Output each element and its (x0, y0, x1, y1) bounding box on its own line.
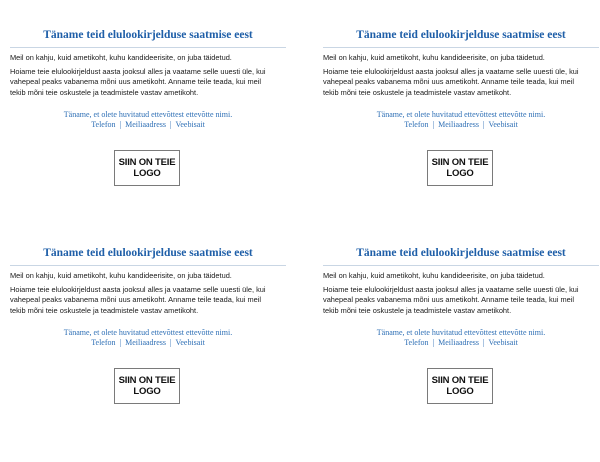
body-line: vahepeal peaks vabanema mõni uus ametikoht. Anname teile teada, kui meil (10, 295, 262, 305)
phone-label: Telefon (91, 337, 116, 347)
title-divider (323, 47, 599, 48)
logo-text-line: SIIN ON TEIE (431, 375, 489, 386)
logo-placeholder (427, 368, 493, 404)
card-title: Täname teid elulookirjelduse saatmise eest (43, 247, 253, 259)
email-label: Meiliaadress (438, 337, 479, 347)
thanks-line: Täname, et olete huvitatud ettevõttest ettevõtte nimi. (376, 109, 546, 119)
intro-paragraph (10, 53, 286, 63)
intro-paragraph (10, 271, 286, 281)
contact-separator: | (483, 119, 485, 129)
intro-line: Meil on kahju, kuid ametikoht, kuhu kandideerisite, on juba täidetud. (10, 53, 232, 62)
thanks-line: Täname, et olete huvitatud ettevõttest ettevõtte nimi. (376, 327, 546, 337)
thanks-line: Täname, et olete huvitatud ettevõttest ettevõtte nimi. (63, 327, 233, 337)
phone-label: Telefon (404, 337, 429, 347)
rejection-card (323, 28, 599, 228)
body-line: vahepeal peaks vabanema mõni uus ametikoht. Anname teile teada, kui meil (10, 77, 262, 87)
contact-separator: | (119, 119, 122, 129)
card-title: Täname teid elulookirjelduse saatmise eest (356, 247, 566, 259)
website-label: Veebisait (175, 337, 205, 347)
phone-label: Telefon (91, 119, 116, 129)
phone-label: Telefon (404, 119, 429, 129)
card-title: Täname teid elulookirjelduse saatmise eest (356, 29, 566, 41)
body-line: Hoiame teie elulookirjeldust aasta jooksul alles ja vaatame selle uuesti üle, kui (10, 285, 266, 295)
logo-text-line: SIIN ON TEIE (118, 375, 176, 386)
intro-paragraph (323, 53, 599, 63)
intro-paragraph (323, 271, 599, 281)
logo-text-line: LOGO (446, 386, 474, 397)
website-label: Veebisait (488, 119, 518, 129)
logo-text-line: LOGO (446, 168, 474, 179)
body-line: vahepeal peaks vabanema mõni uus ametikoht. Anname teile teada, kui meil (323, 295, 575, 305)
logo-text-line: SIIN ON TEIE (118, 157, 176, 168)
contact-separator: | (170, 337, 172, 347)
logo-text-line: LOGO (133, 168, 161, 179)
body-line: tekib mõni teie oskustele ja teadmistele vastav ametikoht. (323, 305, 512, 315)
body-paragraph (323, 285, 599, 316)
logo-placeholder (427, 150, 493, 186)
body-line: tekib mõni teie oskustele ja teadmistele vastav ametikoht. (10, 305, 199, 315)
contact-separator: | (432, 119, 435, 129)
email-label: Meiliaadress (438, 119, 479, 129)
contact-separator: | (483, 337, 485, 347)
logo-placeholder (114, 368, 180, 404)
email-label: Meiliaadress (125, 337, 166, 347)
intro-line: Meil on kahju, kuid ametikoht, kuhu kandideerisite, on juba täidetud. (323, 53, 545, 62)
body-line: Hoiame teie elulookirjeldust aasta jooksul alles ja vaatame selle uuesti üle, kui (10, 67, 266, 77)
body-paragraph (323, 67, 599, 98)
contact-separator: | (432, 337, 435, 347)
body-paragraph (10, 67, 286, 98)
email-label: Meiliaadress (125, 119, 166, 129)
contact-line (323, 120, 599, 130)
logo-text-line: SIIN ON TEIE (431, 157, 489, 168)
body-line: Hoiame teie elulookirjeldust aasta jooksul alles ja vaatame selle uuesti üle, kui (323, 285, 579, 295)
intro-line: Meil on kahju, kuid ametikoht, kuhu kandideerisite, on juba täidetud. (323, 271, 545, 280)
rejection-card (323, 246, 599, 446)
logo-text-line: LOGO (133, 386, 161, 397)
body-line: Hoiame teie elulookirjeldust aasta jooksul alles ja vaatame selle uuesti üle, kui (323, 67, 579, 77)
website-label: Veebisait (488, 337, 518, 347)
rejection-card (10, 246, 286, 446)
website-label: Veebisait (175, 119, 205, 129)
title-divider (10, 47, 286, 48)
contact-line (323, 338, 599, 348)
body-line: tekib mõni teie oskustele ja teadmistele vastav ametikoht. (323, 87, 512, 97)
card-title: Täname teid elulookirjelduse saatmise eest (43, 29, 253, 41)
body-line: tekib mõni teie oskustele ja teadmistele vastav ametikoht. (10, 87, 199, 97)
body-line: vahepeal peaks vabanema mõni uus ametikoht. Anname teile teada, kui meil (323, 77, 575, 87)
rejection-card (10, 28, 286, 228)
body-paragraph (10, 285, 286, 316)
title-divider (323, 265, 599, 266)
contact-line (10, 120, 286, 130)
thanks-line: Täname, et olete huvitatud ettevõttest ettevõtte nimi. (63, 109, 233, 119)
logo-placeholder (114, 150, 180, 186)
intro-line: Meil on kahju, kuid ametikoht, kuhu kandideerisite, on juba täidetud. (10, 271, 232, 280)
title-divider (10, 265, 286, 266)
contact-line (10, 338, 286, 348)
contact-separator: | (170, 119, 172, 129)
contact-separator: | (119, 337, 122, 347)
